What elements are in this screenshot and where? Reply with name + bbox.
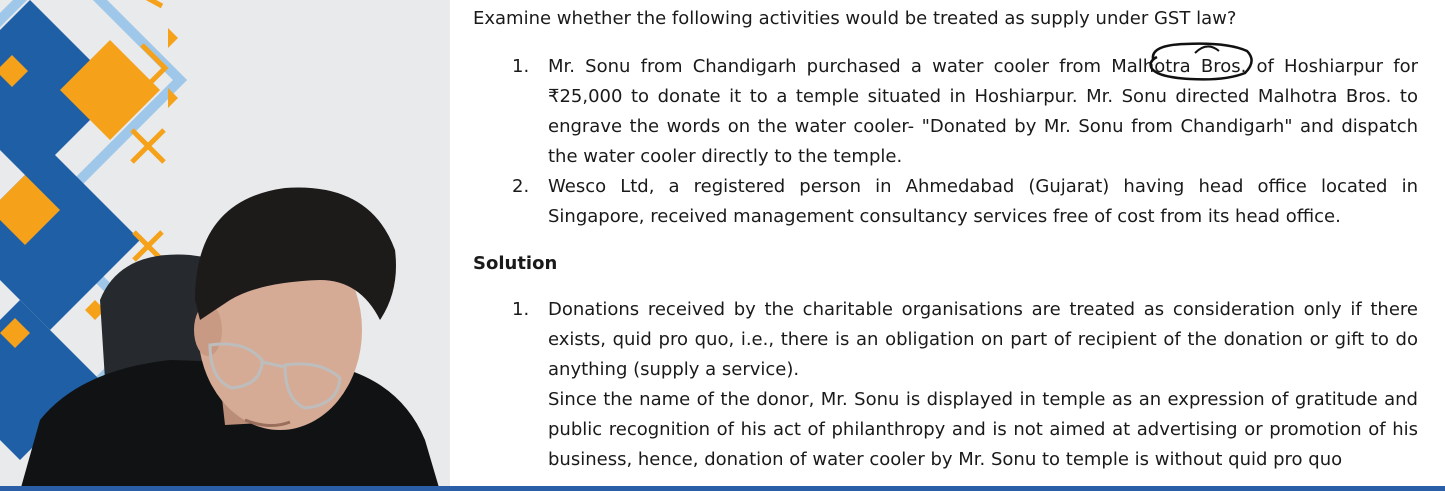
question-number: 1. — [512, 56, 530, 77]
solution-paragraph: Since the name of the donor, Mr. Sonu is displayed in temple as an expression of gratitude and public recognition of his act of philanthropy and is not aimed at advertising or promotion of his business, hence, donation of water cooler by Mr. Sonu to temple is without quid pro quo — [548, 389, 1418, 470]
question-number: 2. — [512, 176, 530, 197]
solution-heading: Solution — [473, 253, 558, 274]
question-text: Wesco Ltd, a registered person in Ahmedabad (Gujarat) having head office located in Singapore, received management consultancy services free of cost from its head office. — [548, 176, 1418, 227]
video-progress-bar — [0, 486, 1445, 491]
question-item-2 — [512, 172, 1418, 232]
question-item-1 — [512, 52, 1418, 172]
solution-number: 1. — [512, 299, 530, 320]
document-page — [450, 0, 1445, 486]
question-text: Mr. Sonu from Chandigarh purchased a water cooler from Malhotra Bros. of Hoshiarpur for ₹25,000 to donate it to a temple situated in Hoshiarpur. Mr. Sonu directed Malhotra Bros. to engrave the words on the water cooler- "Donated by Mr. Sonu from Chandigarh" and dispatch the water cooler directly to the temple. — [548, 56, 1418, 167]
solution-item-1 — [512, 295, 1418, 475]
solution-paragraph: Donations received by the charitable organisations are treated as consideration only if there exists, quid pro quo, i.e., there is an obligation on part of recipient of the donation or gift to do anything (supply a service). — [548, 299, 1418, 380]
question-heading: Examine whether the following activities would be treated as supply under GST law? — [473, 8, 1237, 29]
presenter-panel — [0, 0, 450, 491]
presenter-video — [0, 0, 450, 491]
